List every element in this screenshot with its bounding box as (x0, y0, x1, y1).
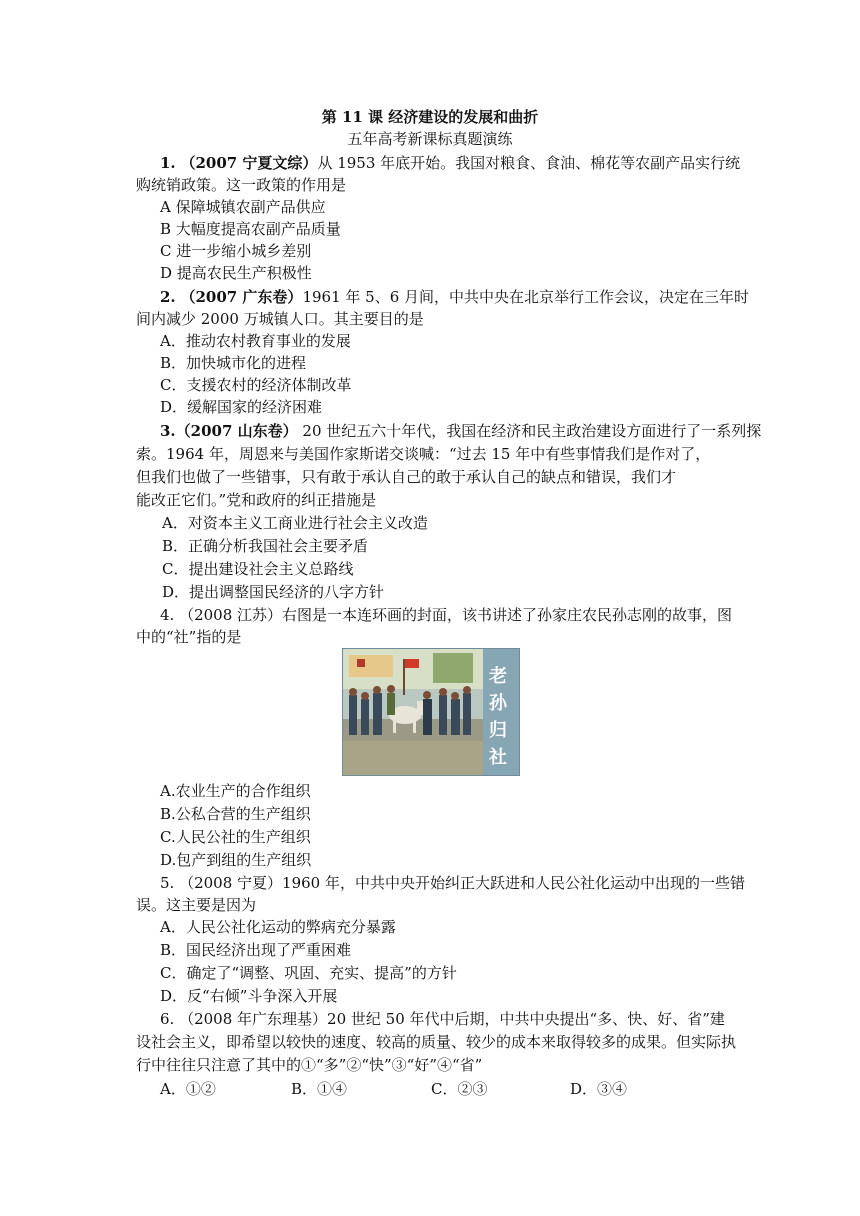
question-6-stem-line-2: 设社会主义，即希望以较快的速度、较高的质量、较少的成本来取得较多的成果。但实际执 (136, 1033, 737, 1051)
question-2-stem-line-1 (160, 286, 749, 308)
question-2-option-b: B．加快城市化的进程 (160, 354, 307, 372)
question-source: （2007 山东卷） (175, 422, 298, 440)
question-source: （2007 广东卷） (180, 288, 303, 306)
question-5-stem-line-2: 误。这主要是因为 (136, 896, 257, 914)
question-number: 3. (160, 422, 176, 440)
question-6-option-d: D．③④ (570, 1080, 628, 1098)
question-6-stem-line-1 (160, 1008, 725, 1030)
question-1-stem-line-2: 购统销政策。这一政策的作用是 (136, 176, 347, 194)
question-2-option-c: C．支援农村的经济体制改革 (160, 376, 352, 394)
question-source: （2008 江苏） (179, 606, 283, 624)
question-3-stem-line-2: 索。1964 年，周恩来与美国作家斯诺交谈喊：“过去 15 年中有些事情我们是作对了， (136, 445, 711, 463)
question-1-stem-line-1 (160, 152, 740, 174)
question-3-option-a: A．对资本主义工商业进行社会主义改造 (162, 514, 428, 532)
question-source: （2007 宁夏文综） (180, 154, 318, 172)
question-4-option-a: A.农业生产的合作组织 (160, 782, 311, 800)
question-2-option-d: D．缓解国家的经济困难 (160, 398, 323, 416)
question-3-stem-line-4: 能改正它们。”党和政府的纠正措施是 (136, 491, 377, 509)
question-3-stem-line-1 (160, 420, 761, 442)
question-1-option-c: C 进一步缩小城乡差别 (160, 242, 312, 260)
question-3-option-d: D．提出调整国民经济的八字方针 (162, 583, 385, 601)
question-6-option-b: B．①④ (291, 1080, 348, 1098)
lesson-title: 第 11 课 经济建设的发展和曲折 (321, 108, 539, 126)
question-text: 从 1953 年底开始。我国对粮食、食油、棉花等农副产品实行统 (317, 154, 741, 172)
question-5-option-a: A．人民公社化运动的弊病充分暴露 (160, 918, 396, 936)
question-source: （2008 年广东理基） (179, 1010, 328, 1028)
question-text: 右图是一本连环画的封面，该书讲述了孙家庄农民孙志刚的故事，图 (282, 606, 733, 624)
comic-cover-title: 老孙归社 (489, 666, 507, 768)
question-4-stem-line-1 (160, 604, 732, 626)
question-1-option-b: B 大幅度提高农副产品质量 (160, 220, 341, 238)
question-number: 4. (160, 606, 175, 624)
question-3-option-c: C．提出建设社会主义总路线 (162, 560, 354, 578)
section-subtitle: 五年高考新课标真题演练 (347, 130, 513, 148)
question-text: 20 世纪五六十年代，我国在经济和民主政治建设方面进行了一系列探 (297, 422, 762, 440)
question-5-option-c: C．确定了“调整、巩固、充实、提高”的方针 (160, 964, 457, 982)
question-4-stem-line-2: 中的“社”指的是 (136, 628, 242, 646)
question-number: 5. (160, 874, 175, 892)
question-6-options-row (0, 1078, 860, 1100)
question-4-option-d: D.包产到组的生产组织 (160, 851, 312, 869)
question-5-option-d: D．反“右倾”斗争深入开展 (160, 987, 338, 1005)
question-6-option-a: A．①② (160, 1080, 216, 1098)
question-text: 1960 年，中共中央开始纠正大跃进和人民公社化运动中出现的一些错 (282, 874, 745, 892)
question-1-option-a: A 保障城镇农副产品供应 (160, 198, 326, 216)
question-2-option-a: A．推动农村教育事业的发展 (160, 332, 351, 350)
question-number: 2. (160, 288, 176, 306)
question-5-option-b: B．国民经济出现了严重困难 (160, 941, 352, 959)
question-text: 20 世纪 50 年代中后期，中共中央提出“多、快、好、省”建 (327, 1010, 725, 1028)
question-4-option-b: B.公私合营的生产组织 (160, 805, 311, 823)
question-text: 1961 年 5、6 月间，中共中央在北京举行工作会议，决定在三年时 (302, 288, 750, 306)
question-3-option-b: B．正确分析我国社会主要矛盾 (162, 537, 369, 555)
comic-cover-image (342, 648, 520, 776)
question-1-option-d: D 提高农民生产积极性 (160, 264, 312, 282)
question-6-stem-line-3: 行中往往只注意了其中的①“多”②“快”③“好”④“省” (136, 1056, 483, 1074)
question-2-stem-line-2: 间内减少 2000 万城镇人口。其主要目的是 (136, 310, 424, 328)
question-5-stem-line-1 (160, 872, 745, 894)
question-4-option-c: C.人民公社的生产组织 (160, 828, 311, 846)
question-number: 1. (160, 154, 176, 172)
question-source: （2008 宁夏） (179, 874, 283, 892)
question-3-stem-line-3: 但我们也做了一些错事，只有敢于承认自己的敢于承认自己的缺点和错误，我们才 (136, 468, 677, 486)
question-6-option-c: C．②③ (431, 1080, 488, 1098)
question-number: 6. (160, 1010, 175, 1028)
